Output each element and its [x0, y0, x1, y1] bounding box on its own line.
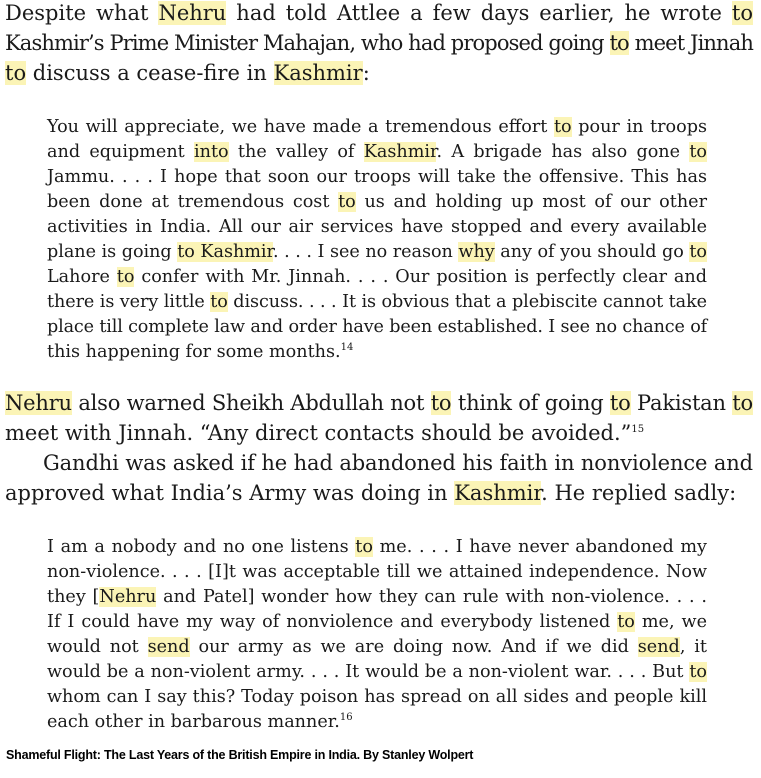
quote2-line: would be a non-violent army. . . . It would be a non-violent war. . . . But to [47, 662, 707, 682]
highlighted-term: to [609, 31, 629, 55]
highlighted-term: to [732, 391, 753, 415]
highlighted-term: to [210, 292, 228, 312]
quote2-line: If I could have my way of nonviolence and everybody listened to me, we [47, 612, 707, 632]
quote2-line: each other in barbarous manner.$^{16}$ [47, 712, 353, 732]
quote1-line: place till complete law and order have been established. I see no chance of [47, 317, 707, 337]
paragraph1-line: Despite what Nehru had told Attlee a few days earlier, he wrote to [5, 1, 753, 25]
paragraph2-line: Nehru also warned Sheikh Abdullah not to think of going to Pakistan to [5, 391, 753, 415]
highlighted-term: Kashmir [273, 61, 363, 85]
footnote-ref: 15 [631, 424, 645, 435]
highlighted-term: Kashmir [454, 481, 542, 505]
paragraph2-line: Gandhi was asked if he had abandoned his faith in nonviolence and [43, 451, 753, 475]
quote1-line: You will appreciate, we have made a tremendous effort to pour in troops [47, 117, 707, 137]
quote2-line: whom can I say this? Today poison has spread on all sides and people kill [47, 687, 707, 707]
highlighted-term: into [194, 142, 229, 162]
highlighted-term: to [731, 1, 753, 25]
highlighted-term: Nehru [5, 391, 72, 415]
quote1-line: been done at tremendous cost to us and holding up most of our other [47, 192, 707, 212]
highlighted-term: to [689, 242, 707, 262]
highlighted-term: send [147, 637, 190, 657]
quote1-line: there is very little to discuss. . . . It is obvious that a plebiscite cannot take [47, 292, 708, 312]
highlighted-term: to [5, 61, 27, 85]
highlighted-term: why [458, 242, 495, 262]
quote1-line: this happening for some months.$^{14}$ [47, 342, 354, 362]
quote2-line: non-violence. . . . [I]t was acceptable till we attained independence. Now [47, 562, 708, 582]
paragraph1-line: Kashmir’s Prime Minister Mahajan, who had proposed going to meet Jinnah [5, 31, 753, 55]
highlighted-term: to Kashmir [177, 242, 273, 262]
footnote-ref: 16 [339, 712, 353, 724]
paragraph2-line: approved what India’s Army was doing in Kashmir. He replied sadly: [5, 481, 737, 505]
highlighted-term: to [689, 142, 707, 162]
quote1-line: Lahore to confer with Mr. Jinnah. . . . Our position is perfectly clear and [47, 267, 707, 287]
highlighted-term: to [609, 391, 631, 415]
quote2-line: I am a nobody and no one listens to me. . . . I have never abandoned my [47, 537, 707, 557]
highlighted-term: send [637, 637, 680, 657]
quote1-line: activities in India. All our air services have stopped and every available [47, 217, 707, 237]
highlighted-term: to [338, 192, 356, 212]
quote2-line: they [Nehru and Patel] wonder how they can rule with non-violence. . . . [47, 587, 707, 607]
quote1-line: plane is going to Kashmir. . . . I see no reason why any of you should go to [47, 242, 707, 262]
highlighted-term: to [116, 267, 135, 287]
source-caption: Shameful Flight: The Last Years of the British Empire in India. By Stanley Wolpert [6, 748, 474, 762]
quote1-line: Jammu. . . . I hope that soon our troops will take the offensive. This has [47, 167, 707, 187]
highlighted-term: Nehru [99, 587, 157, 607]
footnote-ref: 14 [340, 342, 354, 354]
highlighted-term: to [689, 662, 707, 682]
paragraph2-line: meet with Jinnah. “Any direct contacts should be avoided.”$^{15}$ [5, 421, 645, 445]
quote1-line: and equipment into the valley of Kashmir. A brigade has also gone to [47, 142, 707, 162]
quote2-line: would not send our army as we are doing now. And if we did send, it [47, 637, 707, 657]
paragraph1-line: to discuss a cease-fire in Kashmir: [5, 61, 370, 85]
highlighted-term: Nehru [158, 1, 227, 25]
highlighted-term: to [553, 117, 572, 137]
highlighted-term: Kashmir [363, 142, 437, 162]
highlighted-term: to [355, 537, 373, 557]
highlighted-term: to [617, 612, 635, 632]
highlighted-term: to [430, 391, 452, 415]
